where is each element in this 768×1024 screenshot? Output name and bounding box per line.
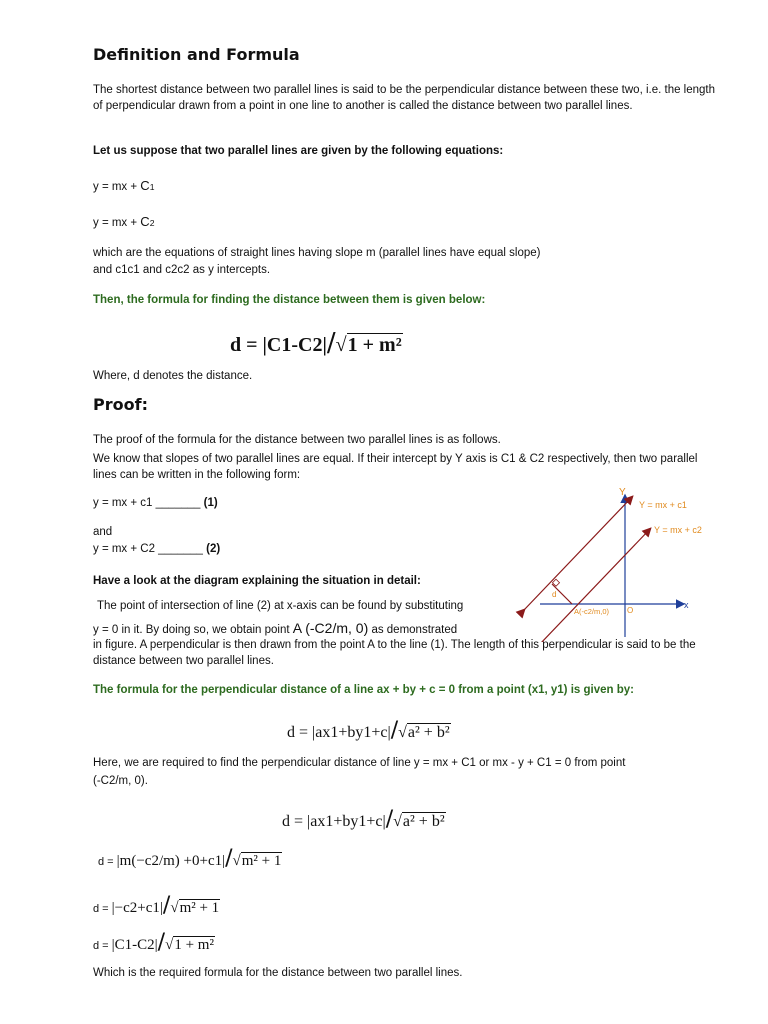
proof-text-2: We know that slopes of two parallel lines are equal. If their intercept by Y axis is C1 & C2 respectively, then two parallel lines can be written in the following form: (93, 453, 698, 481)
y-axis-label: Y (619, 487, 626, 498)
point-a-label: A(-c2/m,0) (574, 607, 610, 616)
diagram-intro: Have a look at the diagram explaining the situation in detail: (93, 575, 421, 587)
proof-equation-1: y = mx + c1 _______ (1) (93, 497, 218, 509)
formula-intro: Then, the formula for finding the distance between them is given below: (93, 294, 486, 306)
parallel-lines-diagram (500, 482, 740, 642)
slope-text-2: and c1c1 and c2c2 as y intercepts. (93, 264, 271, 276)
equation-line-1: y = mx + C1 (93, 178, 155, 193)
intersection-text-1: The point of intersection of line (2) at x-axis can be found by substituting (97, 600, 464, 612)
perp-formula-2: d = |ax1+by1+c|/√a² + b² (282, 807, 445, 832)
perp-formula: d = |ax1+by1+c|/√a² + b² (287, 718, 450, 743)
conclusion-text: Which is the required formula for the distance between two parallel lines. (93, 967, 463, 979)
step-1-formula: d = |m(−c2/m) +0+c1|/√m² + 1 (98, 846, 282, 871)
step-3-formula: d = |C1-C2|/√1 + m² (93, 930, 214, 955)
step-2-formula: d = |−c2+c1|/√m² + 1 (93, 893, 220, 918)
line-1 (524, 497, 632, 610)
proof-equation-2: y = mx + C2 _______ (2) (93, 543, 221, 555)
proof-text-1: The proof of the formula for the distance between two parallel lines is as follows. (93, 434, 501, 446)
here-text-1: Here, we are required to find the perpendicular distance of line y = mx + C1 or mx - y + C1 = 0 from point (93, 757, 626, 769)
heading-definition: Definition and Formula (93, 45, 300, 64)
here-text-2: (-C2/m, 0). (93, 775, 148, 787)
line-1-label: Y = mx + c1 (639, 500, 687, 510)
equation-line-2: y = mx + C2 (93, 214, 155, 229)
x-axis-label: x (684, 600, 689, 610)
distance-label: d (552, 590, 557, 599)
perp-formula-intro: The formula for the perpendicular distance of a line ax + by + c = 0 from a point (x1, y1) is given by: (93, 684, 634, 696)
heading-proof: Proof: (93, 395, 148, 414)
where-text: Where, d denotes the distance. (93, 370, 253, 382)
suppose-text: Let us suppose that two parallel lines are given by the following equations: (93, 145, 504, 157)
line-2-label: Y = mx + c2 (654, 525, 702, 535)
intersection-text-3: in figure. A perpendicular is then drawn from the point A to the line (1). The length of this perpendicular is said to be the distance between two parallel lines. (93, 639, 696, 667)
slope-text-1: which are the equations of straight lines having slope m (parallel lines have equal slope) (93, 247, 541, 259)
intro-paragraph: The shortest distance between two parallel lines is said to be the perpendicular distance between these two, i.e. the length of perpendicular drawn from a point in one line to another is called the distance between two parallel lines. (93, 84, 716, 112)
intersection-text-2: y = 0 in it. By doing so, we obtain point A (-C2/m, 0) as demonstrated (93, 620, 458, 636)
origin-label: O (627, 606, 634, 615)
and-text: and (93, 526, 113, 538)
main-formula: d = |C1-C2|/√1 + m² (230, 328, 402, 358)
